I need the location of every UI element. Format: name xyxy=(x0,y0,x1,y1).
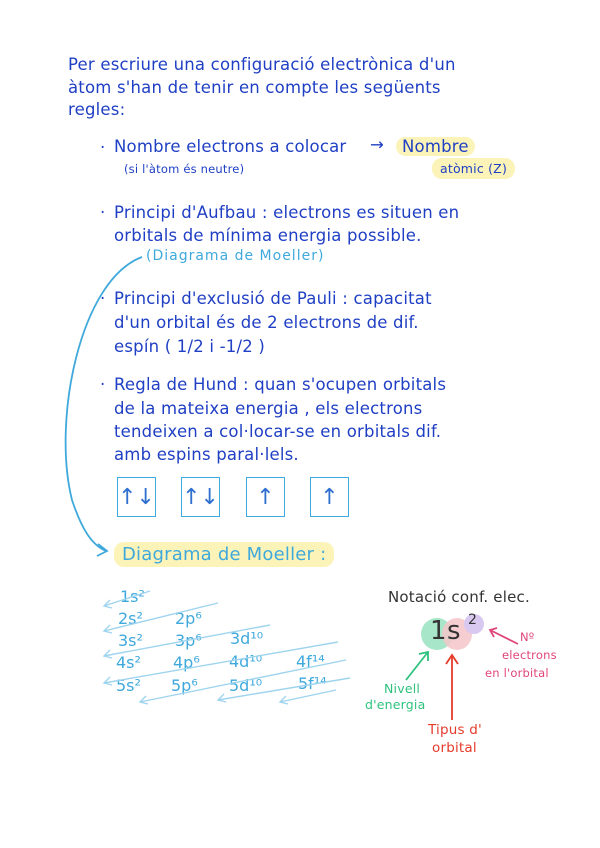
count-label-1: Nº xyxy=(520,630,535,644)
rule4-line-2: de la mateixa energia , els electrons xyxy=(114,399,423,418)
level-label-1: Nivell xyxy=(384,681,421,696)
orbital-4d: 4d¹⁰ xyxy=(229,652,263,671)
notation-level: 1 xyxy=(430,616,447,646)
rule3-line-3: espín ( 1/2 i -1/2 ) xyxy=(114,337,266,356)
arrow-right-icon: → xyxy=(370,135,385,154)
intro-line-2: àtom s'han de tenir en compte les següents xyxy=(68,78,441,97)
rule2-line-1: Principi d'Aufbau : electrons es situen en xyxy=(114,203,460,222)
count-label-3: en l'orbital xyxy=(485,666,549,680)
orbital-3p: 3p⁶ xyxy=(175,631,202,650)
arrow-left-icon xyxy=(490,628,518,644)
orbital-1s: 1s² xyxy=(120,587,145,606)
orbital-2p: 2p⁶ xyxy=(175,609,202,628)
arrow-up-icon xyxy=(446,655,458,720)
rule2-line-2: orbitals de mínima energia possible. xyxy=(114,226,422,245)
count-label-2: electrons xyxy=(502,648,557,662)
rule1-note: (si l'àtom és neutre) xyxy=(124,162,245,176)
intro-line-3: regles: xyxy=(68,100,126,119)
orbital-5s: 5s² xyxy=(116,676,141,695)
arrow-up-icon xyxy=(406,652,428,680)
intro-line-1: Per escriure una configuració electrònica d'un xyxy=(68,55,456,74)
notation-title: Notació conf. elec. xyxy=(388,588,530,606)
orbital-5f: 5f¹⁴ xyxy=(298,674,327,693)
orbital-4s: 4s² xyxy=(116,653,141,672)
orbital-box-paired: ↑↓ xyxy=(117,477,156,517)
orbital-box-single: ↑ xyxy=(246,477,285,517)
curved-arrow-icon xyxy=(66,257,142,551)
orbital-3s: 3s² xyxy=(118,631,143,650)
rule2-note: (Diagrama de Moeller) xyxy=(146,248,325,264)
orbital-2s: 2s² xyxy=(118,609,143,628)
type-label-1: Tipus d' xyxy=(428,722,482,738)
moeller-title: Diagrama de Moeller : xyxy=(114,542,334,567)
bullet-2: · xyxy=(100,203,106,222)
type-label-2: orbital xyxy=(432,740,477,756)
rule1-result-2: atòmic (Z) xyxy=(432,158,515,179)
bullet-3: · xyxy=(100,289,106,308)
notation-count: 2 xyxy=(468,612,478,628)
orbital-4p: 4p⁶ xyxy=(173,653,200,672)
bullet-4: · xyxy=(100,375,106,394)
orbital-box-paired: ↑↓ xyxy=(181,477,220,517)
moeller-diagonals xyxy=(104,591,350,702)
orbital-4f: 4f¹⁴ xyxy=(296,652,325,671)
orbital-box-single: ↑ xyxy=(310,477,349,517)
notation-type: s xyxy=(447,616,461,646)
rule1-result-1: Nombre xyxy=(396,137,475,156)
rule4-line-1: Regla de Hund : quan s'ocupen orbitals xyxy=(114,375,447,394)
rule4-line-4: amb espins paral·lels. xyxy=(114,445,299,464)
rule3-line-2: d'un orbital és de 2 electrons de dif. xyxy=(114,313,419,332)
bullet-1: · xyxy=(100,138,106,157)
rule1-main: Nombre electrons a colocar xyxy=(114,137,347,156)
level-label-2: d'energia xyxy=(365,697,426,712)
orbital-3d: 3d¹⁰ xyxy=(230,629,264,648)
orbital-5d: 5d¹⁰ xyxy=(229,676,263,695)
rule4-line-3: tendeixen a col·locar-se en orbitals dif. xyxy=(114,422,442,441)
orbital-5p: 5p⁶ xyxy=(171,676,198,695)
rule3-line-1: Principi d'exclusió de Pauli : capacitat xyxy=(114,289,432,308)
